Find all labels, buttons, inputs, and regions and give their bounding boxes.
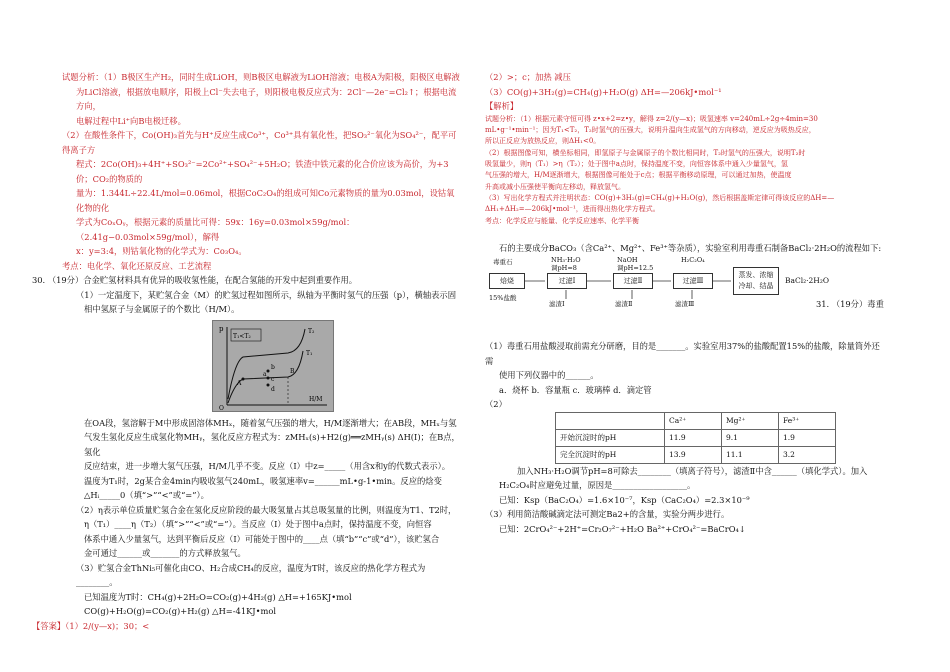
analysis-line: mL•g⁻¹•min⁻¹；因为T₁<T₂，T₂时氢气的压强大，说明升温向生成氢气的方向移动，逆反应为吸热反应， [485,125,816,134]
table-row [556,429,836,446]
table-cell [556,412,665,429]
point-label-a: a [263,370,267,378]
analysis-heading: 【解析】 [485,101,519,112]
q30-part1: （1）一定温度下，某贮氢合金（M）的贮氢过程如图所示，纵轴为平衡时氢气的压强（p），横轴表示固 [76,289,457,300]
curve-label-t2: T₂ [308,327,315,335]
answer-part3: （3）CO(g)+3H₂(g)=CH₄(g)+H₂O(g) ΔH=—206kJ•mol⁻¹ [485,86,722,97]
table-row [556,446,836,463]
answer-text: （1）2/(y—x)；30；< [65,620,150,631]
q30-text: 已知温度为T时：CH₄(g)+2H₂O=CO₂(g)+4H₂(g) △H=+165KJ•mol [84,591,352,602]
question-30-title: 30. （19分）合金贮氢材料具有优异的吸收氢性能，在配合氢能的开发中起到重要作用。 [32,275,358,286]
analysis-line: （3）写出化学方程式并注明状态：CO(g)+3H₂(g)=CH₄(g)+H₂O(g)，然后根据盖斯定律可得该反应的ΔH=— [485,193,835,202]
q30-text: η（T₁）____η（T₂）（填“>”“<”或“=”）。当反应（Ⅰ）处于图中a点时，保持温度不变，向恒容 [84,519,432,530]
flow-arrows [485,256,785,319]
legend-text: T₁<T₂ [233,332,251,340]
left-column [32,70,462,634]
analysis-line: 升高或减小压强使平衡向左移动，释放氢气。 [485,182,625,191]
flow-product: BaCl₂·2H₂O [785,276,829,286]
table-header-row [556,412,836,429]
table-cell: 13.9 [665,446,722,463]
flow-step-crystallize-1: 蒸发、浓缩 [738,271,774,280]
analysis-block [485,114,885,227]
point-label-c: c [271,375,275,383]
flow-step-filter2: 过滤Ⅱ [613,273,653,289]
q30-text: （3）贮氢合金ThNi₅可催化由CO、H₂合成CH₄的反应，温度为T时，该反应的热化学方程式为________。 [76,562,426,588]
analysis-line: x：y=3:4，则钴氧化物的化学式为：Co₃O₄。 [76,246,247,257]
answer-part2: （2）>；c；加热 减压 [485,72,571,82]
table-cell: 开始沉淀时的pH [556,429,665,446]
table-cell: 11.9 [665,429,722,446]
q30-part1-cont: 相中氢原子与金属原子的个数比（H/M）。 [84,304,240,315]
analysis-line: 程式：2Co(OH)₃+4H⁺+SO₃²⁻=2Co²⁺+SO₄²⁻+5H₂O；铁渣中铁元素的化合价应该为高价，为+3价；CO₂的物质的 [76,159,449,184]
table-cell: 完全沉淀时的pH [556,446,665,463]
analysis-line: 电解过程中Li⁺向B电极迁移。 [76,115,186,126]
q31-text: 已知：Ksp（BaC₂O₄）=1.6×10⁻⁷，Ksp（CaC₂O₄）=2.3×10⁻⁹ [499,494,750,505]
flow-label-naohb: 调pH=12.5 [617,264,654,273]
q31-text: 已知：2CrO₄²⁻+2H⁺=Cr₂O₇²⁻+H₂O Ba²⁺+CrO₄²⁻=BaCrO₄↓ [499,523,746,534]
table-cell: Mg²⁺ [722,412,779,429]
flow-step-roast: 焙烧 [489,273,525,289]
q30-text: （2）η表示单位质量贮氢合金在氢化反应阶段的最大吸氢量占其总吸氢量的比例，则温度为T1、T2时， [76,504,457,515]
analysis-line: （2）在酸性条件下，Co(OH)₃首先与H⁺反应生成Co³⁺，Co³⁺具有氧化性，把SO₃²⁻氧化为SO₄²⁻，配平可得离子方 [62,130,457,155]
q30-text: CO(g)+H₂O(g)=CO₂(g)+H₂(g) △H=-41KJ•mol [84,606,277,617]
q31-part1: （1）毒重石用盐酸浸取前需充分研磨，目的是_______。实验室用37%的盐酸配置15%的盐酸，除量筒外还需 [485,341,880,366]
table-cell: Ca²⁺ [665,412,722,429]
question-31-title: 31. （19分）毒重 [816,299,884,309]
q30-text: 温度为T₁时，2g某合金4min内吸收氢气240mL，吸氢速率v=______mL•g-1•min。反应的焓变 [84,475,442,486]
flow-label-hcl: 15%盐酸 [489,294,517,303]
flow-residue2: 滤渣Ⅱ [615,300,633,309]
table-cell: 11.1 [722,446,779,463]
flow-step-filter3: 过滤Ⅲ [673,273,713,289]
q30-text: 金可通过______或_______的方式释放氢气。 [84,548,246,559]
answer-line [32,619,462,634]
analysis-line: 量为：1.344L÷22.4L/mol=0.06mol，根据CoC₂O₄的组成可知Co元素物质的量为0.03mol，设钴氧化物的化 [76,188,455,213]
q30-text: △Hᵢ_____0（填“>”“<”或“=”）。 [84,490,209,501]
analysis-line: 试题分析：（1）根据元素守恒可得 z•x+2=z•y，解得 z=2/(y—x)；吸氢速率 v=240mL÷2g÷4min=30 [485,114,818,123]
table-cell: Fe³⁺ [779,412,836,429]
q30-text: 反应结束，进一步增大氢气压强，H/M几乎不变。反应（Ⅰ）中z=_____（用含x和y的代数式表示）。 [84,461,451,472]
q31-part2: （2） [485,399,507,410]
analysis-line: 吸氢量少，则η（T₁）>η（T₂）；处于图中a点时，保持温度不变，向恒容体系中通入少量氢气，氢 [485,159,788,168]
q31-intro: 石的主要成分BaCO₃（含Ca²⁺、Mg²⁺、Fe³⁺等杂质），实验室利用毒重石制备BaCl₂·2H₂O的流程如下: [499,242,882,253]
answer-label: 【答案】 [32,620,66,631]
q31-options: a．烧杯 b．容量瓶 c．玻璃棒 d．滴定管 [499,384,652,395]
q30-text: 气发生氢化反应生成氢化物MHᵧ，氢化反应方程式为：zMHₓ(s)+H2(g)══zMHᵧ(s) ΔH(Ⅰ)；在B点，氢化 [84,432,460,457]
flow-input: 毒重石 [493,258,513,267]
analysis-line: （2）根据图像可知，横坐标相同，即氢原子与金属原子的个数比相同时，T₂时氢气的压强大，说明T₂时 [485,148,806,157]
analysis-line: 学式为CoₓOᵧ，根据元素的质量比可得：59x：16y=0.03mol×59g/mol：（2.41g−0.03mol×59g/mol），解得 [76,217,355,242]
ph-table [555,412,836,464]
table-cell: 9.1 [722,429,779,446]
q30-text: 体系中通入少量氢气，达到平衡后反应（Ⅰ）可能处于图中的____点（填“b”“c”或“d”），该贮氢合 [84,533,440,544]
q31-text: H₂C₂O₄时应避免过量，原因是__________________。 [499,480,696,491]
q31-text: 加入NH₃·H₂O调节pH=8可除去________（填离子符号），滤渣Ⅱ中含______（填化学式）。加入 [517,465,868,476]
pressure-graph [212,320,334,412]
flow-residue3: 滤渣Ⅲ [675,300,695,309]
point-label-B: B [290,367,295,375]
q30-text: 在OA段，氢溶解于M中形成固溶体MHₓ，随着氢气压强的增大，H/M逐渐增大；在AB段，MHₓ与氢 [84,417,457,428]
keypoints: 考点：电化学、氧化还原反应、工艺流程 [62,260,212,271]
flow-step-crystallize-2: 冷却、结晶 [738,282,774,291]
origin-label: O [219,404,224,411]
point-label-d: d [271,385,275,393]
analysis-line: ΔH₁+ΔH₂=—206kJ•mol⁻¹，进而得出热化学方程式。 [485,205,660,214]
analysis-line: 所以正反应为放热反应，则ΔH₁<0。 [485,137,601,146]
flow-label-oxalic: H₂C₂O₄ [681,256,705,265]
point-label-A: A [237,379,242,387]
analysis-line: 气压强的增大，H/M逐渐增大，根据图像可能处于c点；根据平衡移动原理，可以通过加热，使温度 [485,171,792,180]
axis-label-y: p [219,324,224,333]
flow-label-naoh: NaOH [617,256,638,265]
analysis-line: 为LiCl溶液，根据放电顺序，阳极上Cl⁻失去电子，则阳极电极反应式为：2Cl⁻—2e⁻=Cl₂↑；根据电流方向， [76,86,457,112]
curve-label-t1: T₁ [306,349,313,357]
keypoints: 考点：化学反应与能量、化学反应速率、化学平衡 [485,216,639,225]
point-label-b: b [271,363,275,371]
flow-label-nh3a: NH₃·H₂O [551,256,581,265]
flow-residue1: 滤渣Ⅰ [549,300,565,309]
table-cell: 1.9 [779,429,836,446]
q31-part1-cont: 使用下列仪器中的______。 [499,370,599,381]
flow-label-nh3b: 调pH=8 [551,264,577,273]
axis-label-x: H/M [309,395,323,403]
table-cell: 3.2 [779,446,836,463]
q31-text: （3）利用简洁酸碱滴定法可测定Ba2+的含量，实验分两步进行。 [485,509,730,520]
flow-step-filter1: 过滤Ⅰ [547,273,587,289]
analysis-line: 试题分析：（1）B极区生产H₂，同时生成LiOH，则B极区电解液为LiOH溶液；电极A为阳极，阳极区电解液 [62,72,460,82]
